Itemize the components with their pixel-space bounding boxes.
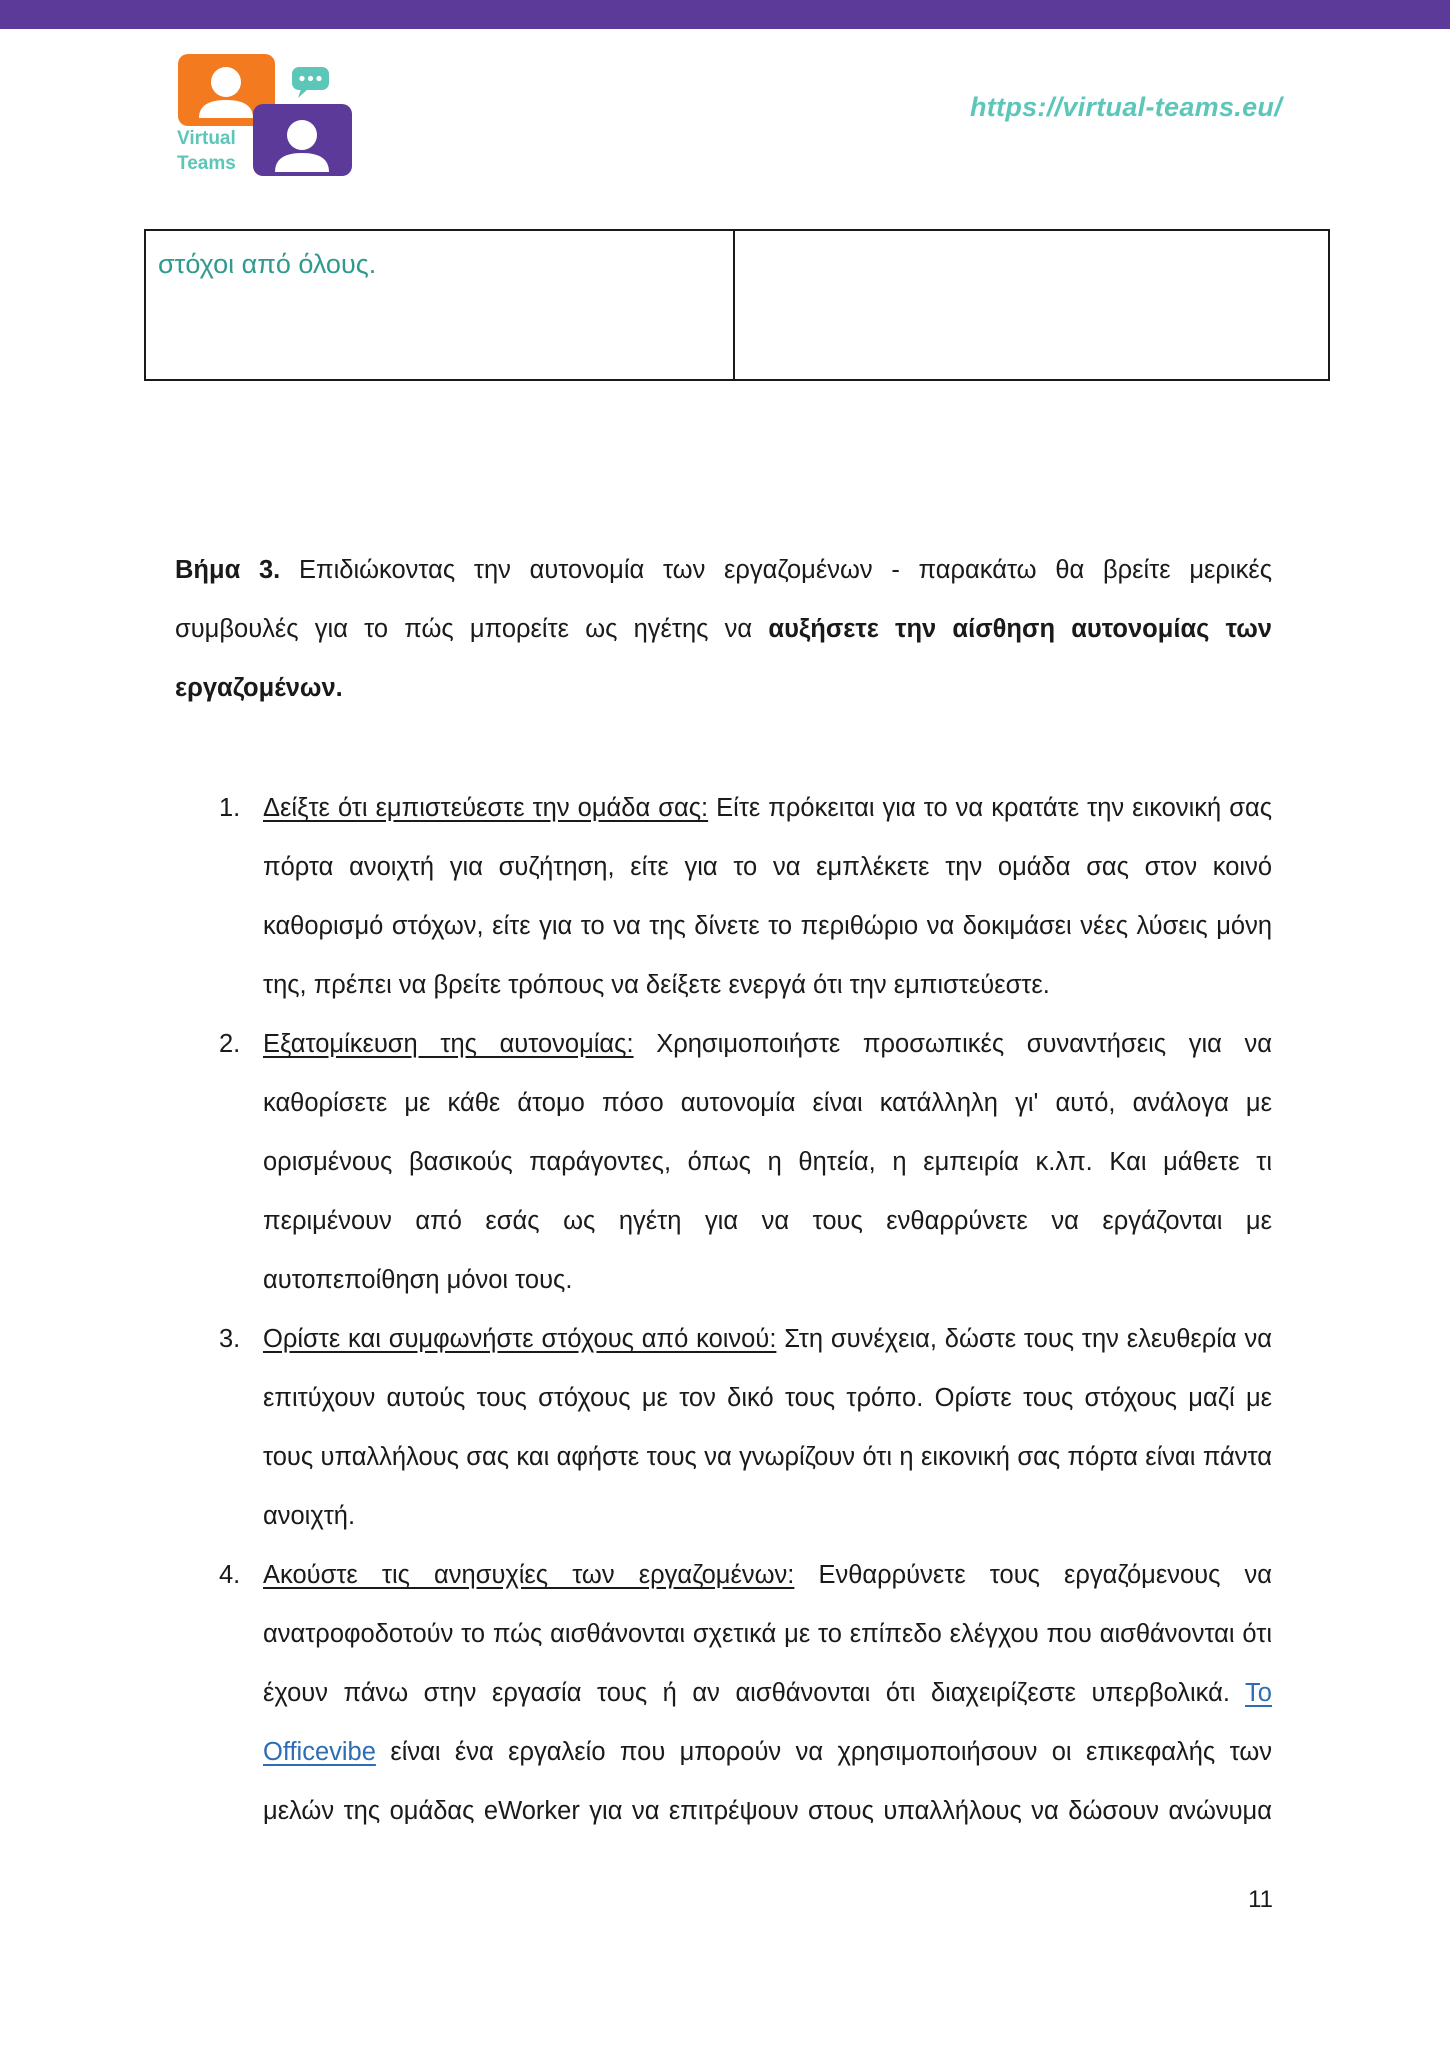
tips-list [213, 779, 1272, 1841]
virtual-teams-logo [175, 52, 355, 180]
tip-lead: Ακούστε τις ανησυχίες των εργαζομένων: [263, 1561, 795, 1589]
step-bold-text: αυξήσετε την αίσθηση αυτονομίας των εργαζομένων. [175, 614, 1272, 702]
tip-lead: Ορίστε και συμφωνήστε στόχους από κοινού: [263, 1325, 777, 1353]
goals-table [144, 229, 1330, 381]
tip-lead: Εξατομίκευση της αυτονομίας: [263, 1030, 634, 1058]
page-number: 11 [1248, 1886, 1273, 1913]
tip-lead: Δείξτε ότι εμπιστεύεστε την ομάδα σας: [263, 794, 709, 822]
list-number: 4. [219, 1561, 241, 1589]
officevibe-link[interactable]: Το Officevibe [263, 1679, 1272, 1766]
top-color-bar [0, 0, 1450, 29]
table-cell-left [146, 231, 735, 379]
list-item [213, 1015, 1272, 1310]
list-item [213, 1546, 1272, 1841]
list-number: 3. [219, 1325, 241, 1353]
step-3-paragraph [175, 541, 1272, 718]
svg-text:Teams: Teams [177, 153, 236, 174]
svg-text:Virtual: Virtual [177, 128, 236, 149]
list-item [213, 1310, 1272, 1546]
list-number: 2. [219, 1030, 241, 1058]
list-item [213, 779, 1272, 1015]
table-cell-right [735, 231, 1328, 379]
site-url[interactable]: https://virtual-teams.eu/ [969, 92, 1282, 122]
tip-text: Ενθαρρύνετε τους εργαζόμενους να ανατροφοδοτούν το πώς αισθάνονται σχετικά με το επίπεδο ελέγχου που αισθάνονται ότι έχουν πάνω στην εργασία τους ή αν αισθάνονται ότι διαχειρίζεστε υπερβολικά. [263, 1561, 1272, 1707]
tip-text: Είτε πρόκειται για το να κρατάτε την εικονική σας πόρτα ανοιχτή για συζήτηση, είτε για το να εμπλέκετε την ομάδα σας στον κοινό καθορισμό στόχων, είτε για το να της δίνετε το περιθώριο να δοκιμάσει νέες λύσεις μόνη της, πρέπει να βρείτε τρόπους να δείξετε ενεργά ότι την εμπιστεύεστε. [263, 794, 1273, 999]
list-number: 1. [219, 794, 241, 822]
tip-text-after: είναι ένα εργαλείο που μπορούν να χρησιμοποιήσουν οι επικεφαλής των μελών της ομάδας eWorker για να επιτρέψουν στους υπαλλήλους να δώσουν ανώνυμα [263, 1738, 1272, 1825]
step-label: Βήμα 3. [175, 555, 281, 584]
table-cell-text: στόχοι από όλους. [158, 249, 377, 279]
step-text: Επιδιώκοντας την αυτονομία των εργαζομένων - παρακάτω θα βρείτε μερικές συμβουλές για το πώς μπορείτε ως ηγέτης να [175, 555, 1272, 643]
tip-text: Στη συνέχεια, δώστε τους την ελευθερία να επιτύχουν αυτούς τους στόχους με τον δικό τους τρόπο. Ορίστε τους στόχους μαζί με τους υπαλλήλους σας και αφήστε τους να γνωρίζουν ότι η εικονική σας πόρτα είναι πάντα ανοιχτή. [263, 1325, 1272, 1530]
tip-text: Χρησιμοποιήστε προσωπικές συναντήσεις για να καθορίσετε με κάθε άτομο πόσο αυτονομία είναι κατάλληλη γι' αυτό, ανάλογα με ορισμένους βασικούς παράγοντες, όπως η θητεία, η εμπειρία κ.λπ. Και μάθετε τι περιμένουν από εσάς ως ηγέτη για να τους ενθαρρύνετε να εργάζονται με αυτοπεποίθηση μόνοι τους. [263, 1030, 1272, 1294]
